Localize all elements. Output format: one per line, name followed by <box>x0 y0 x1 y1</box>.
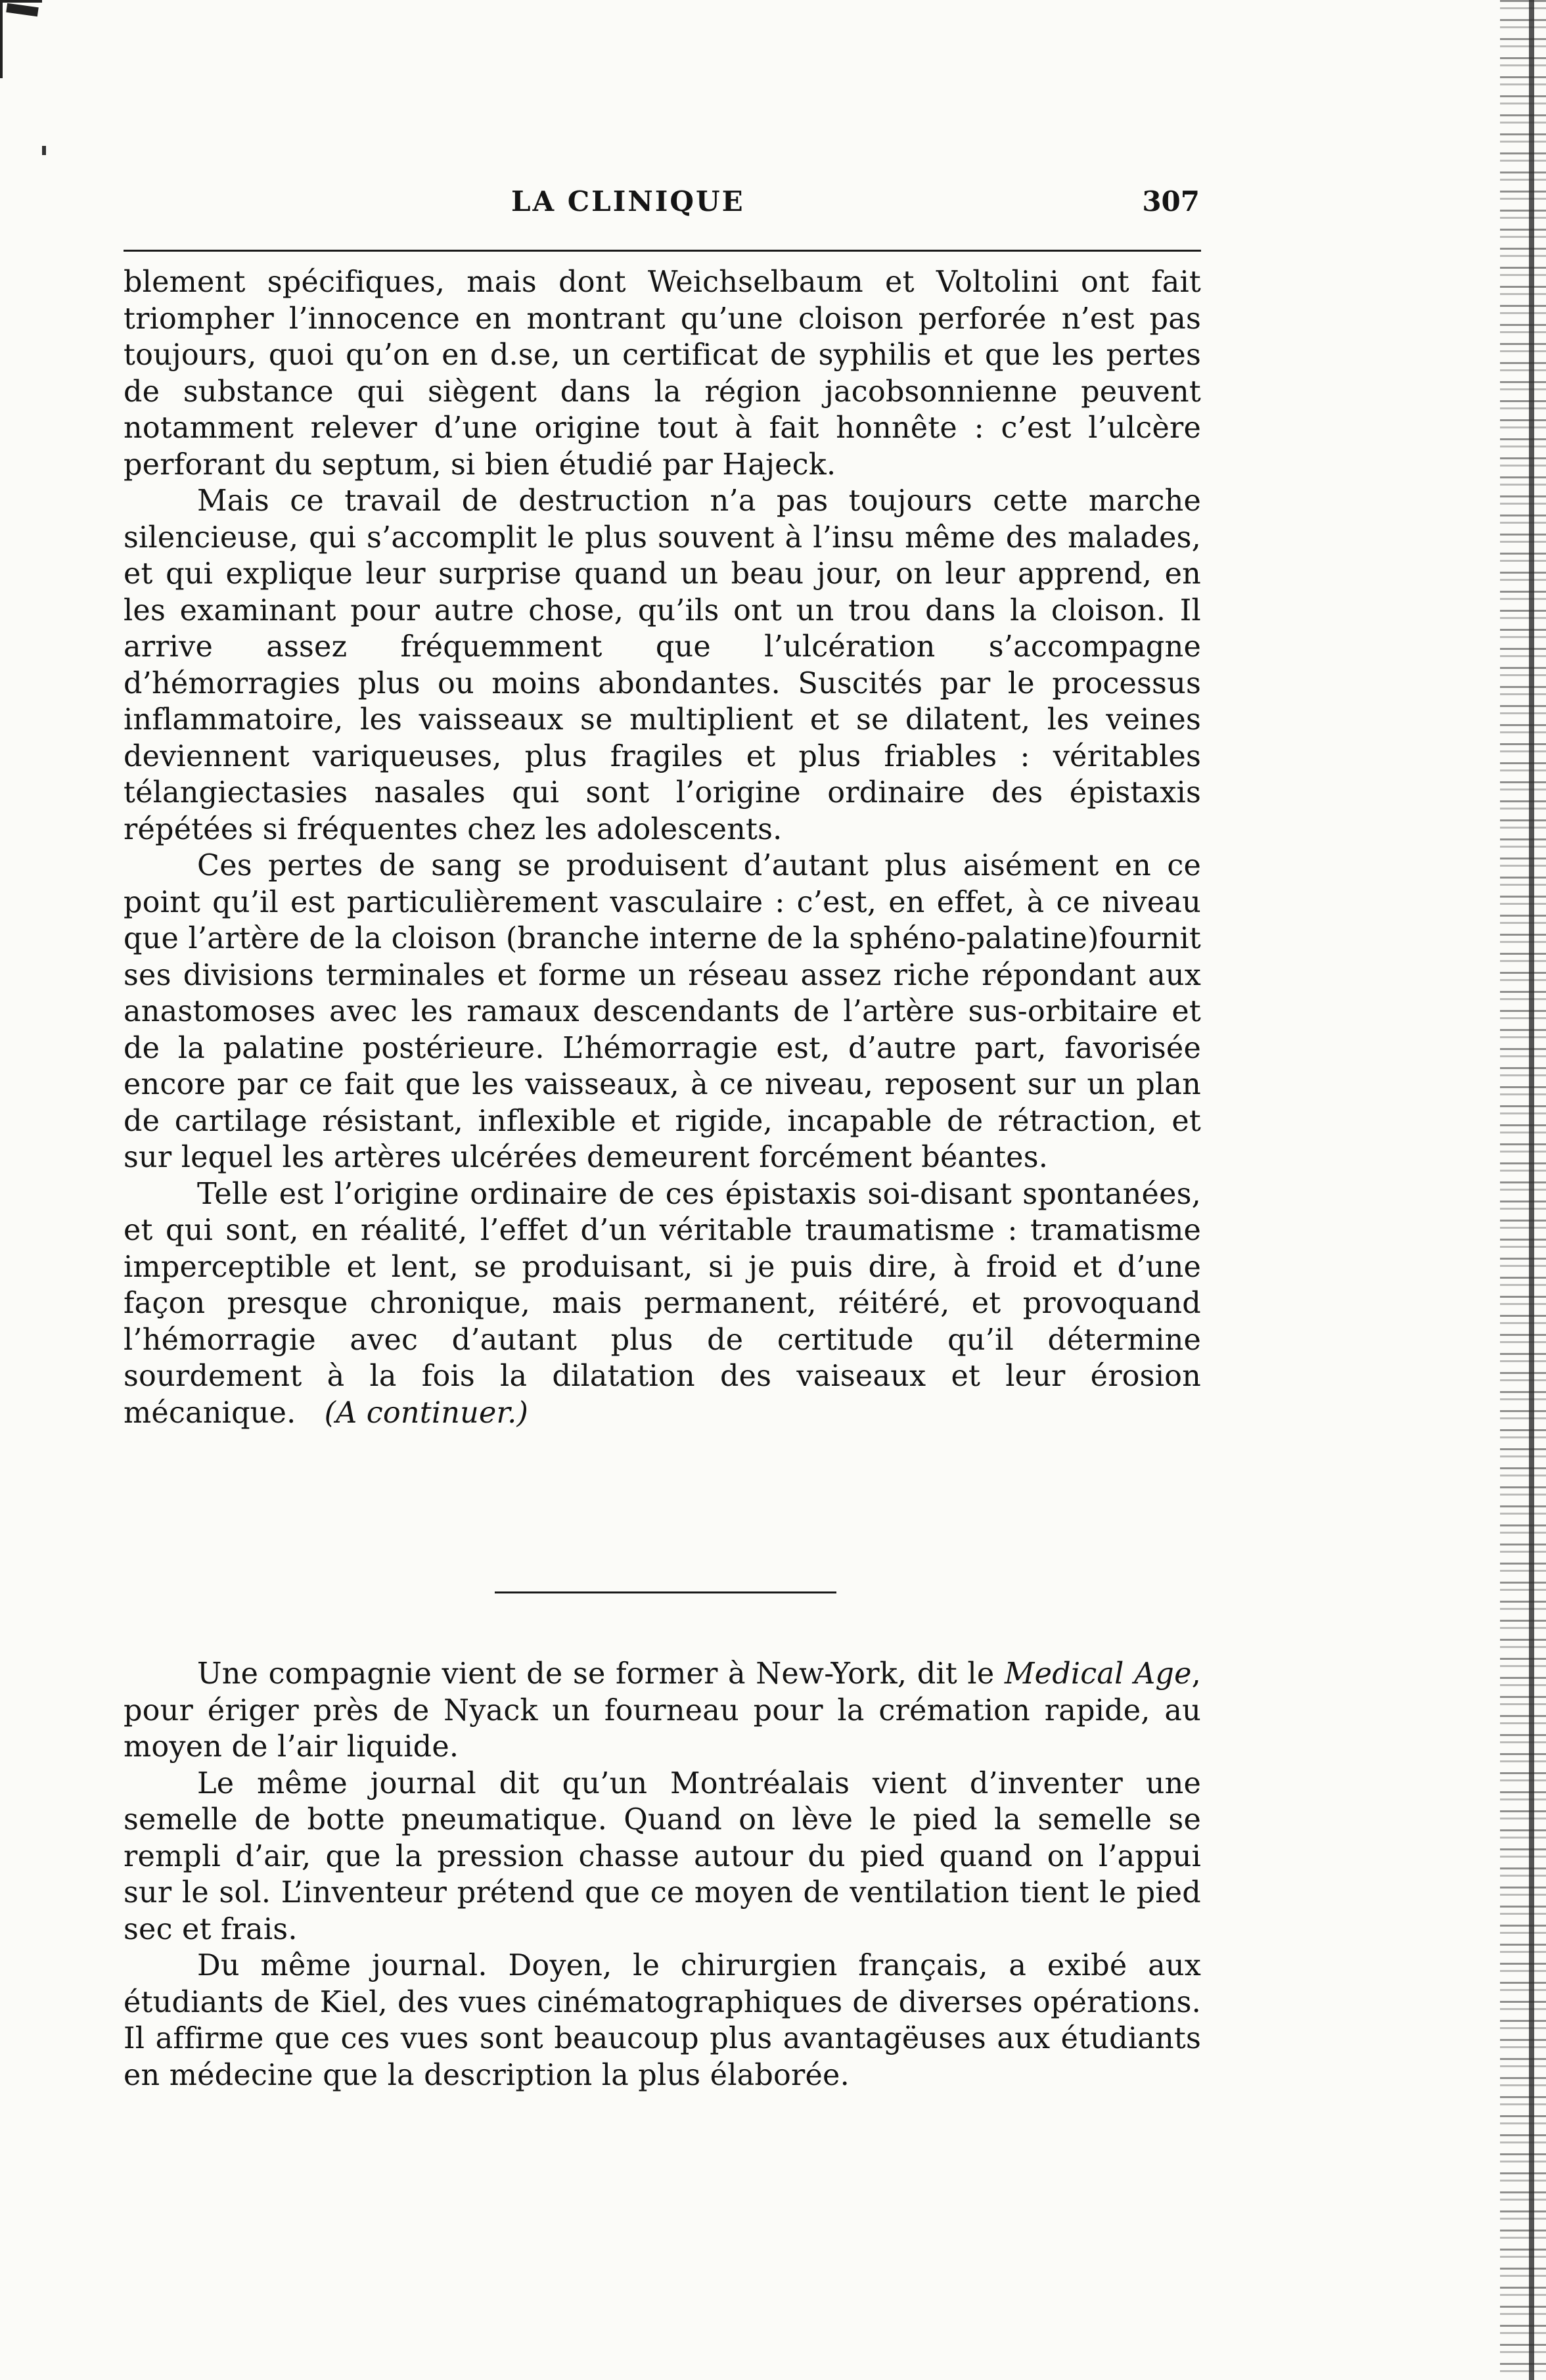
journal-name: Medical Age <box>1004 1657 1192 1691</box>
news-item-1-rest: , pour ériger près de Nyack un fourneau pour la crémation rapide, au moyen de l’air liquide. <box>124 1657 1201 1764</box>
header-rule <box>124 250 1201 252</box>
paragraph-4 <box>124 1176 1201 1432</box>
paragraph-2: Mais ce travail de destruction n’a pas toujours cette marche silencieuse, qui s’accomplit le plus souvent à l’insu même des malades, et qui explique leur surprise quand un beau jour, on leur apprend, en les examinant pour autre chose, qu’ils ont un trou dans la cloison. Il arrive assez fréquemment que l’ulcération s’accompagne d’hémorragies plus ou moins abondantes. Suscités par le processus inflammatoire, les vaisseaux se multiplient et se dilatent, les veines deviennent variqueuses, plus fragiles et plus friables : véritables télangiectasies nasales qui sont l’origine ordinaire des épistaxis répétées si fréquentes chez les adolescents. <box>124 484 1201 846</box>
page-number: 307 <box>1142 185 1200 217</box>
scan-corner-mark <box>0 0 42 78</box>
news-item-2: Le même journal dit qu’un Montréalais vient d’inventer une semelle de botte pneumatique. Quand on lève le pied la semelle se rempli d’air, que la pression chasse autour du pied quand on l’appui sur le sol. L’inventeur prétend que ce moyen de ventilation tient le pied sec et frais. <box>124 1766 1201 1946</box>
running-title: LA CLINIQUE <box>511 185 745 217</box>
scan-edge-shadow <box>1500 0 1546 2380</box>
article-body <box>124 264 1201 1431</box>
news-item-3: Du même journal. Doyen, le chirurgien français, a exibé aux étudiants de Kiel, des vues cinématographiques de diverses opérations. Il affirme que ces vues sont beaucoup plus avantagëuses aux étudiants en médecine que la description la plus élaborée. <box>124 1949 1201 2092</box>
paragraph-1: blement spécifiques, mais dont Weichselbaum et Voltolini ont fait triompher l’innocence en montrant qu’une cloison perforée n’est pas toujours, quoi qu’on en d.se, un certificat de syphilis et que les pertes de substance qui siègent dans la région jacobsonnienne peuvent notamment relever d’une origine tout à fait honnête : c’est l’ulcère perforant du septum, si bien étudié par Hajeck. <box>124 265 1201 482</box>
news-briefs <box>124 1656 1201 2094</box>
section-separator <box>495 1591 836 1593</box>
paragraph-4-text: Telle est l’origine ordinaire de ces épistaxis soi-disant spontanées, et qui sont, en réalité, l’effet d’un véritable traumatisme : tramatisme imperceptible et lent, se produisant, si je puis dire, à froid et d’une façon presque chronique, mais permanent, réitéré, et provoquand l’hémorragie avec d’autant plus de certitude qu’il détermine sourdement à la fois la dilatation des vaiseaux et leur érosion mécanique. <box>124 1177 1201 1430</box>
news-item-1 <box>124 1656 1201 1766</box>
page-header <box>124 172 1201 218</box>
scan-edge-line <box>1529 0 1534 2380</box>
continuation-note: (A continuer.) <box>324 1396 529 1430</box>
news-item-1-lead: Une compagnie vient de se former à New-York, dit le <box>197 1657 995 1691</box>
paragraph-3: Ces pertes de sang se produisent d’autant plus aisément en ce point qu’il est particulièrement vasculaire : c’est, en effet, à ce niveau que l’artère de la cloison (branche interne de la sphéno-palatine)fournit ses divisions terminales et forme un réseau assez riche répondant aux anastomoses avec les ramaux descendants de l’artère sus-orbitaire et de la palatine postérieure. L’hémorragie est, d’autre part, favorisée encore par ce fait que les vaisseaux, à ce niveau, reposent sur un plan de cartilage résistant, inflexible et rigide, incapable de rétraction, et sur lequel les artères ulcérées demeurent forcément béantes. <box>124 849 1201 1174</box>
scan-speck <box>42 146 46 155</box>
